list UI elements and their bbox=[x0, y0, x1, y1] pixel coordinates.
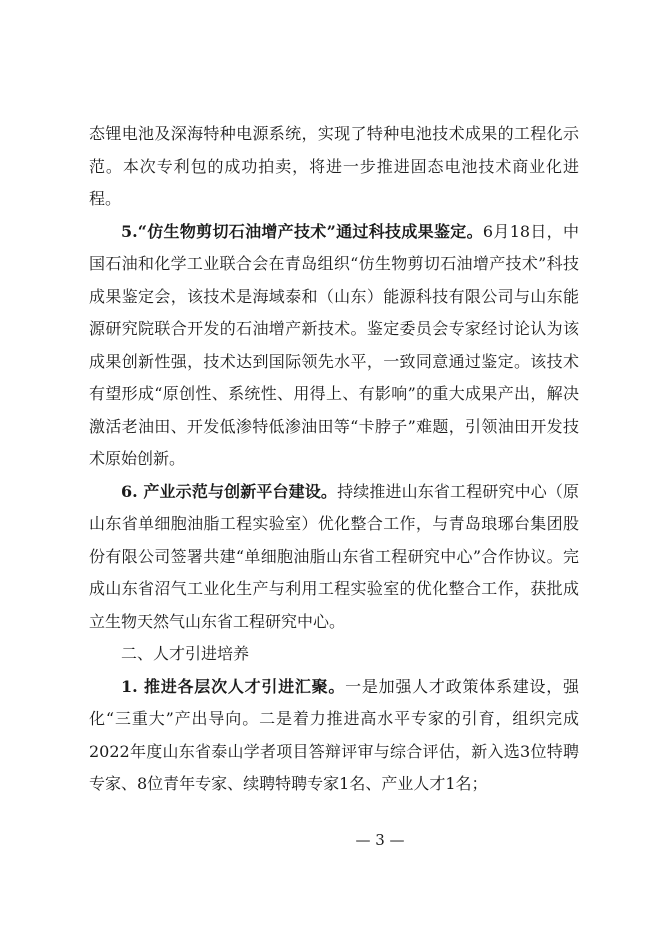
paragraph-talent-1-body: 一是加强人才政策体系建设，强化“三重大”产出导向。二是着力推进高水平专家的引育，组织完成2022年度山东省泰山学者项目答辩评审与综合评估，新入选3位特聘专家、8位青年专家、续聘特聘专家1名、产业人才1名； bbox=[89, 676, 579, 793]
paragraph-5-body: 6月18日，中国石油和化学工业联合会在青岛组织“仿生物剪切石油增产技术”科技成果鉴定会，该技术是海域泰和（山东）能源科技有限公司与山东能源研究院联合开发的石油增产新技术。鉴定委员会专家经讨论认为该成果创新性强，技术达到国际领先水平，一致同意通过鉴定。该技术有望形成“原创性、系统性、用得上、有影响”的重大成果产出，解决激活老油田、开发低渗特低渗油田等“卡脖子”难题，引领油田开发技术原始创新。 bbox=[89, 221, 579, 468]
paragraph-battery-continued: 态锂电池及深海特种电源系统，实现了特种电池技术成果的工程化示范。本次专利包的成功拍卖，将进一步推进固态电池技术商业化进程。 bbox=[89, 124, 579, 208]
paragraph-6-body: 持续推进山东省工程研究中心（原山东省单细胞油脂工程实验室）优化整合工作，与青岛琅琊台集团股份有限公司签署共建“单细胞油脂山东省工程研究中心”合作协议。完成山东省沼气工业化生产与利用工程实验室的优化整合工作，获批成立生物天然气山东省工程研究中心。 bbox=[89, 481, 579, 631]
paragraph-talent-1-heading: 1. 推进各层次人才引进汇聚。 bbox=[121, 676, 346, 696]
paragraph-6-heading: 6. 产业示范与创新平台建设。 bbox=[121, 481, 338, 501]
paragraph-5 bbox=[89, 216, 579, 476]
section-title: 二、人才引进培养 bbox=[121, 644, 250, 663]
paragraph-6 bbox=[89, 476, 579, 639]
paragraph-talent-1 bbox=[89, 671, 579, 801]
page-number bbox=[0, 831, 662, 849]
document-body bbox=[89, 118, 579, 801]
page-number-text: — 3 — bbox=[355, 831, 405, 849]
paragraph-5-heading: 5.“仿生物剪切石油增产技术”通过科技成果鉴定。 bbox=[121, 221, 483, 241]
